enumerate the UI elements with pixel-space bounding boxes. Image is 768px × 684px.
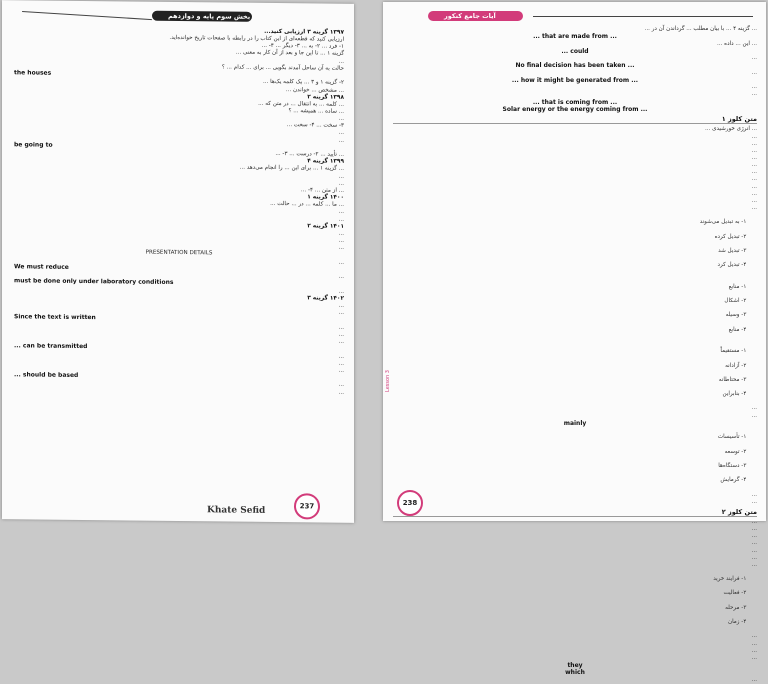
header-rule bbox=[533, 16, 753, 17]
option-item: ۳- وسیله bbox=[725, 312, 747, 319]
left-header: بخش سوم پایه و دوازدهم bbox=[168, 11, 251, 21]
question-line: ۱۳۹۷ گزینه ۳ ارزیابی کنید... bbox=[264, 28, 344, 36]
english-fragment: the houses bbox=[14, 69, 52, 77]
section-heading: متن کلوز ۱ bbox=[393, 115, 757, 124]
option-item: ۲- تبدیل کرده bbox=[714, 233, 747, 240]
left-page-number: 237 bbox=[294, 493, 320, 519]
option-item: ۱- فرایند خرید bbox=[713, 576, 747, 583]
brand-logo: Khate Sefid bbox=[207, 505, 266, 516]
english-line: ... that is coming from ... bbox=[532, 98, 618, 106]
option-item: ۲- توسعه bbox=[724, 448, 747, 455]
right-header: آیات جامع کنکور bbox=[444, 12, 496, 20]
english-line: Solar energy or the energy coming from ... bbox=[502, 105, 648, 113]
right-page bbox=[383, 2, 766, 683]
section-code: PRESENTATION DETAILS bbox=[145, 250, 213, 257]
option-item: ۴- زمان bbox=[728, 619, 747, 626]
english-line: No final decision has been taken ... bbox=[515, 62, 635, 70]
question-line: ۱۴۰۲ گزینه ۳ bbox=[307, 295, 344, 302]
option-item: ۴- منابع bbox=[728, 326, 747, 333]
option-item: ۴- گرمایش bbox=[720, 477, 747, 484]
left-text-column: ۱۳۹۷ گزینه ۳ ارزیابی کنید... ارزیابی کنید که قطعه‌ای از این کتاب را در رابطه با صفحات تاریخ خوانده‌اید. ۱- فرد ... ۲- به ... ۳- دیگر ... ۴- ... گزینه ۱ ... تا این جا و بعد از آن کار به معنی ... ... حالت به آن ساحل آمدند بگویی ... برای ... کدام ... ؟ the houses ۲- گزینه ۱ و ۳ ... یک کلمه یک‌ها ... ... مشخص ... خواندن ... ۱۳۹۸ گزینه ۲ ... کلمه ... به انتقال ... در متن که ... ... ساده ... همیشه ... ؟ ... ۳- سخت ... ۴- سخت ... ... ... be going to ... تأیید ... ۲- درست ... ۳- ... ۱۳۹۹ گزینه ۴ ... گزینه ۱ ... برای این ... را انجام می‌دهد ... ... ... ... از متن ... ۴- ... ۱۴۰۰ گزینه ۱ ... ما ... کلمه ... در ... حالت ... ... ... ۱۴۰۱ گزینه ۲ ... ... ... PRESENTATION DETAILS ... We must reduce ... must be done only under laboratory conditions ... ۱۴۰۲ گزینه ۳ ... ... Since the text is written ... ... ... ... can be transmitted ... ... ... ... should be based ... ... bbox=[14, 26, 344, 396]
question-line: ۱۴۰۰ گزینه ۱ bbox=[307, 194, 344, 201]
english-line: ... how it might be generated from ... bbox=[511, 76, 639, 84]
option-item: ۱- مستقیماً bbox=[720, 348, 747, 355]
option-item: ۲- آزادانه bbox=[725, 362, 747, 369]
english-line: ... could bbox=[561, 47, 589, 55]
section-heading: متن کلوز ۲ bbox=[393, 508, 757, 517]
english-fragment: be going to bbox=[14, 141, 53, 149]
option-item: ۴- تبدیل کرد bbox=[717, 262, 747, 269]
english-fragment: We must reduce bbox=[14, 262, 69, 271]
english-fragment: ... can be transmitted bbox=[14, 342, 88, 351]
option-item: ۴- بنابراین bbox=[722, 391, 747, 398]
option-item: ۳- محتاطانه bbox=[718, 376, 747, 383]
left-page bbox=[2, 0, 354, 523]
option-item: ۲- اشکال bbox=[724, 298, 747, 305]
question-line: ۱۳۹۹ گزینه ۴ bbox=[307, 158, 344, 166]
option-item: ۱- به تبدیل می‌شوند bbox=[699, 219, 747, 226]
english-line: they bbox=[567, 662, 583, 670]
question-line: ۱۳۹۸ گزینه ۲ bbox=[307, 94, 344, 101]
english-line: mainly bbox=[563, 419, 587, 427]
option-item: ۳- دستگاه‌ها bbox=[718, 462, 747, 469]
option-item: ۳- تبدیل شد bbox=[718, 248, 747, 255]
right-page-number: 238 bbox=[397, 490, 423, 516]
question-line: ۱۴۰۱ گزینه ۲ bbox=[307, 223, 344, 230]
english-fragment: must be done only under laboratory conditions bbox=[14, 277, 174, 287]
side-label: Lesson 3 bbox=[385, 370, 391, 392]
english-fragment: Since the text is written bbox=[14, 313, 96, 322]
option-item: ۲- فعالیت bbox=[723, 590, 747, 597]
option-item: ۱- تأسیسات bbox=[717, 434, 747, 441]
header-rule bbox=[22, 11, 152, 20]
english-line: ... that are made from ... bbox=[533, 33, 617, 41]
option-item: ۳- مرحله bbox=[725, 604, 747, 611]
right-text-column: ... گزینه ۴ ... با بیان مطلب ... گرداندن آن در ... ... that are made from ... ... این ... داده ... ... could ... No final decision has been taken ... ... ... how it might be generated from ... ... ... ... that is coming from ... Solar energy or the energy coming from ... متن کلوز ۱ ... انرژی خورشیدی ... ... ... ... ... ... ... ... ... ... ... ... ۱- به تبدیل می‌شوند ۲- تبدیل کرده ۳- تبدیل شد ۴- تبدیل کرد ۱- منابع ۲- اشکال ۳- وسیله ۴- منابع ۱- مستقیماً ۲- آزادانه ۳- محتاطانه ۴- بنابراین ... ... mainly ۱- تأسیسات ۲- توسعه ۳- دستگاه‌ها ۴- گرمایش ... ... متن کلوز ۲ ... ... ... ... ... ... ... ۱- فرایند خرید ۲- فعالیت ۳- مرحله ۴- زمان ... ... ... ... they which ... bbox=[393, 26, 757, 684]
option-item: ۱- منابع bbox=[728, 283, 747, 290]
english-fragment: ... should be based bbox=[14, 371, 79, 379]
english-line: which bbox=[565, 669, 585, 677]
